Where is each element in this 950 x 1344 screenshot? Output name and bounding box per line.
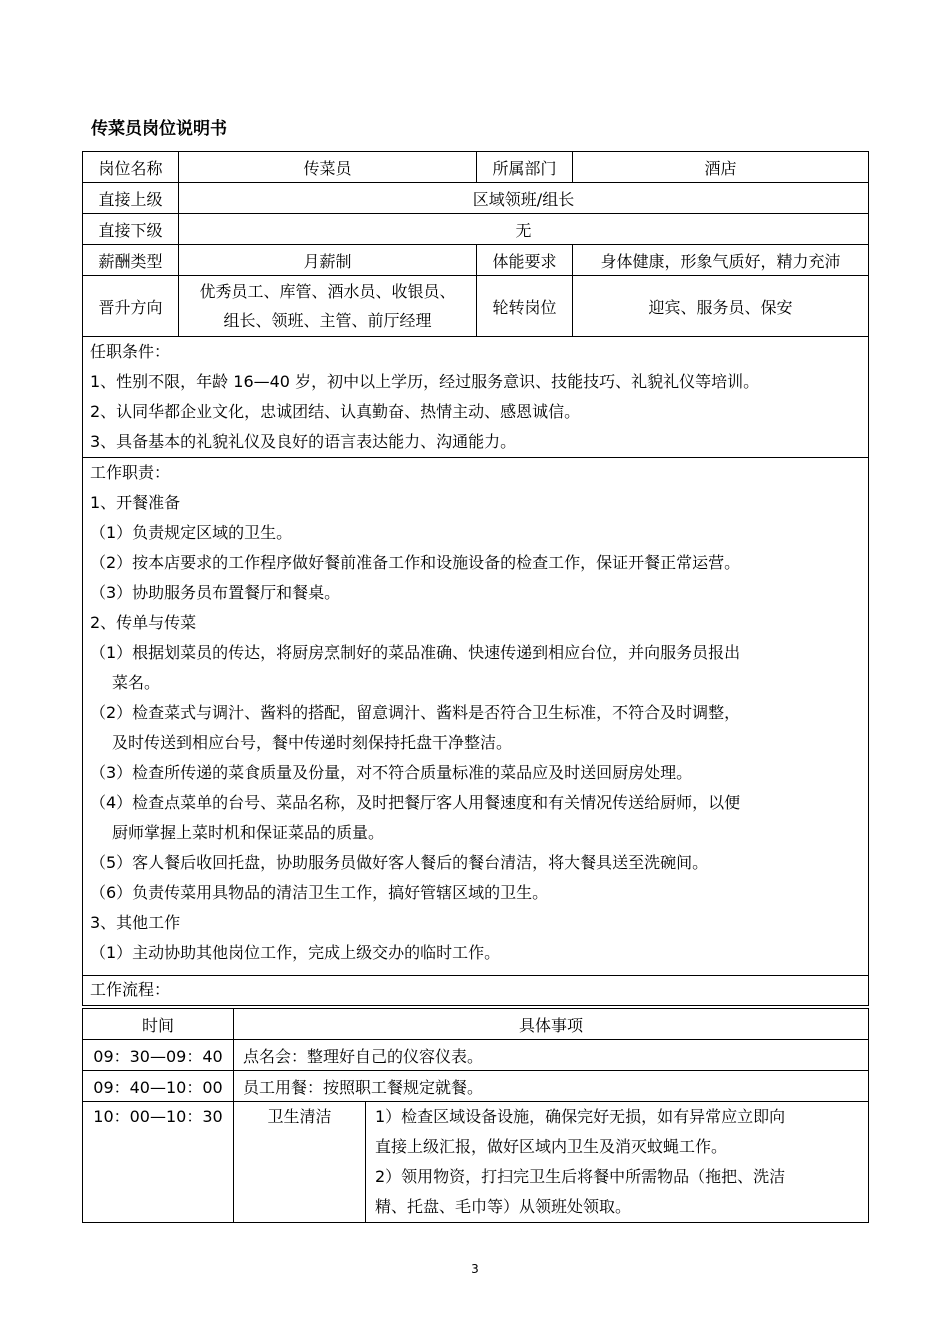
requirements-heading: 任职条件： [90,342,171,361]
requirements-section [83,337,869,458]
row-time: 10：00—10：30 [83,1102,234,1223]
rotation-label: 轮转岗位 [477,276,573,337]
requirement-item: 3、具备基本的礼貌礼仪及良好的语言表达能力、沟通能力。 [90,432,517,451]
position-value: 传菜员 [179,152,477,183]
superior-label: 直接上级 [83,183,179,214]
row-task: 卫生清洁 [234,1102,366,1223]
page-title: 传菜员岗位说明书 [91,119,227,139]
rotation-value: 迎宾、服务员、保安 [573,276,869,337]
process-heading: 工作流程： [83,976,869,1006]
promotion-value [179,276,477,337]
duty-item: （5）客人餐后收回托盘，协助服务员做好客人餐后的餐台清洁，将大餐具送至洗碗间。 [90,853,709,872]
duty-item: （1）主动协助其他岗位工作，完成上级交办的临时工作。 [90,943,501,962]
promotion-label: 晋升方向 [83,276,179,337]
duty-item: （1）负责规定区域的卫生。 [90,523,293,542]
row-detail [366,1102,869,1223]
process-table [82,1008,869,1223]
duty-item-cont: 菜名。 [112,673,161,692]
pay-label: 薪酬类型 [83,245,179,276]
detail-line: 1）检查区域设备设施，确保完好无损，如有异常应立即向 [375,1107,786,1126]
page-number: 3 [471,1262,479,1276]
duty-item-cont: 及时传送到相应台号，餐中传递时刻保持托盘干净整洁。 [112,733,513,752]
duty-section-title: 3、其他工作 [90,913,181,932]
dept-value: 酒店 [573,152,869,183]
requirement-item: 1、性别不限，年龄 16—40 岁，初中以上学历，经过服务意识、技能技巧、礼貌礼仪等培训。 [90,372,760,391]
pay-value: 月薪制 [179,245,477,276]
duty-item: （2）按本店要求的工作程序做好餐前准备工作和设施设备的检查工作，保证开餐正常运营。 [90,553,741,572]
job-info-table [82,151,869,1006]
duty-item: （6）负责传菜用具物品的清洁卫生工作，搞好管辖区域的卫生。 [90,883,549,902]
row-time: 09：30—09：40 [83,1040,234,1071]
duty-item: （1）根据划菜员的传达，将厨房烹制好的菜品准确、快速传递到相应台位，并向服务员报出 [90,643,741,662]
duties-section [83,458,869,976]
duty-item: （3）检查所传递的菜食质量及份量，对不符合质量标准的菜品应及时送回厨房处理。 [90,763,693,782]
physical-label: 体能要求 [477,245,573,276]
row-detail: 员工用餐：按照职工餐规定就餐。 [234,1071,869,1102]
duty-item: （2）检查菜式与调汁、酱料的搭配，留意调汁、酱料是否符合卫生标准，不符合及时调整， [90,703,741,722]
superior-value: 区域领班/组长 [179,183,869,214]
position-label: 岗位名称 [83,152,179,183]
detail-line: 2）领用物资，打扫完卫生后将餐中所需物品（拖把、洗洁 [375,1167,786,1186]
subordinate-label: 直接下级 [83,214,179,245]
duty-item: （4）检查点菜单的台号、菜品名称，及时把餐厅客人用餐速度和有关情况传送给厨师，以便 [90,793,741,812]
duties-heading: 工作职责： [90,463,171,482]
row-time: 09：40—10：00 [83,1071,234,1102]
detail-line: 直接上级汇报，做好区域内卫生及消灭蚊蝇工作。 [375,1137,728,1156]
physical-value: 身体健康，形象气质好，精力充沛 [573,245,869,276]
duty-item: （3）协助服务员布置餐厅和餐桌。 [90,583,341,602]
duty-item-cont: 厨师掌握上菜时机和保证菜品的质量。 [112,823,385,842]
requirement-item: 2、认同华都企业文化，忠诚团结、认真勤奋、热情主动、感恩诚信。 [90,402,581,421]
promotion-line: 优秀员工、库管、酒水员、收银员、 [199,282,456,301]
promotion-line: 组长、领班、主管、前厅经理 [223,311,432,330]
duty-section-title: 2、传单与传菜 [90,613,197,632]
col-detail-header: 具体事项 [234,1009,869,1040]
col-time-header: 时间 [83,1009,234,1040]
detail-line: 精、托盘、毛巾等）从领班处领取。 [375,1197,632,1216]
dept-label: 所属部门 [477,152,573,183]
duty-section-title: 1、开餐准备 [90,493,181,512]
row-detail: 点名会：整理好自己的仪容仪表。 [234,1040,869,1071]
subordinate-value: 无 [179,214,869,245]
